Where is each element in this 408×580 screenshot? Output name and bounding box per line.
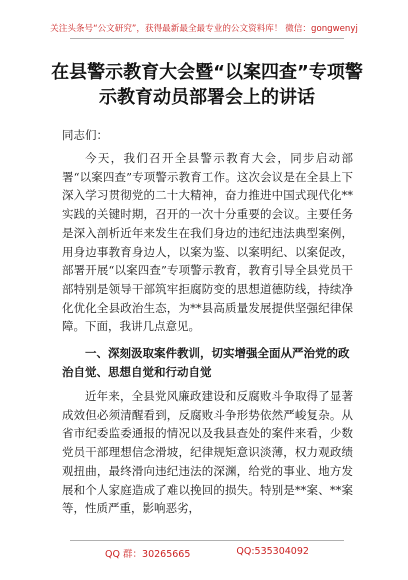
header-divider: [70, 38, 344, 39]
header-note: 关注头条号“公文研究”，获得最新最全最专业的公文资料库！ 微信：gongwenyj: [50, 24, 358, 34]
section-heading-1: 一、深刻汲取案件教训，切实增强全面从严治党的政治自觉、思想自觉和行动自觉: [62, 346, 350, 379]
document-title: 在县警示教育大会暨“以案四查”专项警示教育动员部署会上的讲话: [51, 62, 363, 108]
footer-divider: [70, 540, 344, 541]
footer-qq-group: QQ 群：30265665: [105, 549, 191, 560]
footer: [70, 546, 344, 560]
salutation: 同志们：: [62, 128, 108, 142]
paragraph-section-1: 近年来，全县党风廉政建设和反腐败斗争取得了显著成效但必须清醒看到，反腐败斗争形势依然严峻复杂。从省市纪委监委通报的情况以及我县查处的案件来看，少数党员干部理想信念滑坡，纪律规矩意识淡薄，权力观政绩观扭曲，最终滑向违纪违法的深渊，给党的事业、地方发展和个人家庭造成了难以挽回的损失。特别是**案、**案等，性质严重，影响恶劣，: [62, 389, 353, 516]
footer-qq-contact: QQ:535304092: [236, 546, 309, 557]
paragraph-intro: 今天，我们召开全县警示教育大会，同步启动部署“以案四查”专项警示教育工作。这次会议是在全县上下深入学习贯彻党的二十大精神，奋力推进中国式现代化**实践的关键时期，召开的一次十分重要的会议。主要任务是深入剖析近年来发生在我们身边的违纪违法典型案例，用身边事教育身边人，以案为鉴、以案明纪、以案促改，部署开展“以案四查”专项警示教育，教育引导全县党员干部特别是领导干部筑牢拒腐防变的思想道德防线，持续净化优化全县政治生态，为**县高质量发展提供坚强纪律保障。下面，我讲几点意见。: [62, 151, 353, 334]
